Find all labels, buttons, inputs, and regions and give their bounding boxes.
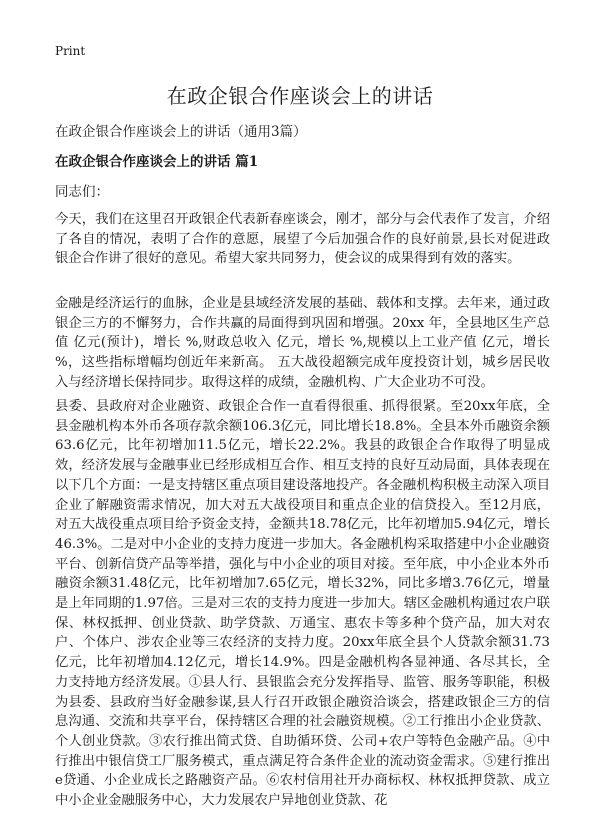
paragraph-2: 金融是经济运行的血脉，企业是县域经济发展的基础、载体和支撑。去年来，通过政银企三方的不懈努力，合作共赢的局面得到巩固和增强。20xx 年，全县地区生产总值 亿元(预计)，增长 %,财政总收入 亿元，增长 %,规模以上工业产值 亿元，增长 %，这些指标增幅均创近年来新高。 五大战役超额完成年度投资计划，城乡居民收入与经济增长保持同步。取得这样的成绩，金融机构、广大企业功不可没。 <box>55 296 550 390</box>
greeting: 同志们： <box>55 184 109 200</box>
paragraph-1: 今天，我们在这里召开政银企代表新春座谈会，刚才，部分与会代表作了发言，介绍了各自的情况，表明了合作的意愿，展望了今后加强合作的良好前景,县长对促进政银企合作讲了很好的意见。希望大家共同努力，使会议的成果得到有效的落实。 <box>55 212 550 267</box>
document-subtitle: 在政企银合作座谈会上的讲话（通用3篇） <box>55 124 307 140</box>
document-title: 在政企银合作座谈会上的讲话 <box>166 84 434 108</box>
section-heading: 在政企银合作座谈会上的讲话 篇1 <box>55 154 259 170</box>
paragraph-3: 县委、县政府对企业融资、政银企合作一直看得很重、抓得很紧。至20xx年底，全县金融机构本外币各项存款余额106.3亿元，同比增长18.8%。全县本外币融资余额63.6亿元，比年初增加11.5亿元，增长22.2%。我县的政银企合作取得了明显成效，经济发展与金融事业已经形成相互合作、相互支持的良好互动局面，具体表现在以下几个方面：一是支持辖区重点项目建设落地投产。各金融机构积极主动深入项目企业了解融资需求情况，加大对五大战役项目和重点企业的信贷投入。至12月底，对五大战役重点项目给予资金支持，金额共18.78亿元，比年初增加5.94亿元，增长46.3%。二是对中小企业的支持力度进一步加大。各金融机构采取搭建中小企业融资平台、创新信贷产品等举措，强化与中小企业的项目对接。至年底，中小企业本外币融资余额31.48亿元，比年初增加7.65亿元，增长32%，同比多增3.76亿元，增量是上年同期的1.97倍。三是对三农的支持力度进一步加大。辖区金融机构通过农户联保、林权抵押、创业贷款、助学贷款、万通宝、惠农卡等多种个贷产品，加大对农户、个体户、涉农企业等三农经济的支持力度。20xx年底全县个人贷款余额31.73亿元，比年初增加4.12亿元，增长14.9%。四是金融机构各显神通、各尽其长，全力支持地方经济发展。①县人行、县银监会充分发挥指导、监管、服务等职能，积极为县委、县政府当好金融参谋,县人行召开政银企融资洽谈会，搭建政银企三方的信息沟通、交流和共享平台，保持辖区合理的社会融资规模。②工行推出小企业贷款、个人创业贷款。③农行推出简式贷、自助循环贷、公司+农户等特色金融产品。④中行推出中银信贷工厂服务模式，重点满足符合条件企业的流动资金需求。⑤建行推出e贷通、小企业成长之路融资产品。⑥农村信用社开办商标权、林权抵押贷款、成立中小企业金融服务中心，大力发展农户异地创业贷款、花 <box>55 399 550 809</box>
print-label[interactable]: Print <box>55 44 86 58</box>
